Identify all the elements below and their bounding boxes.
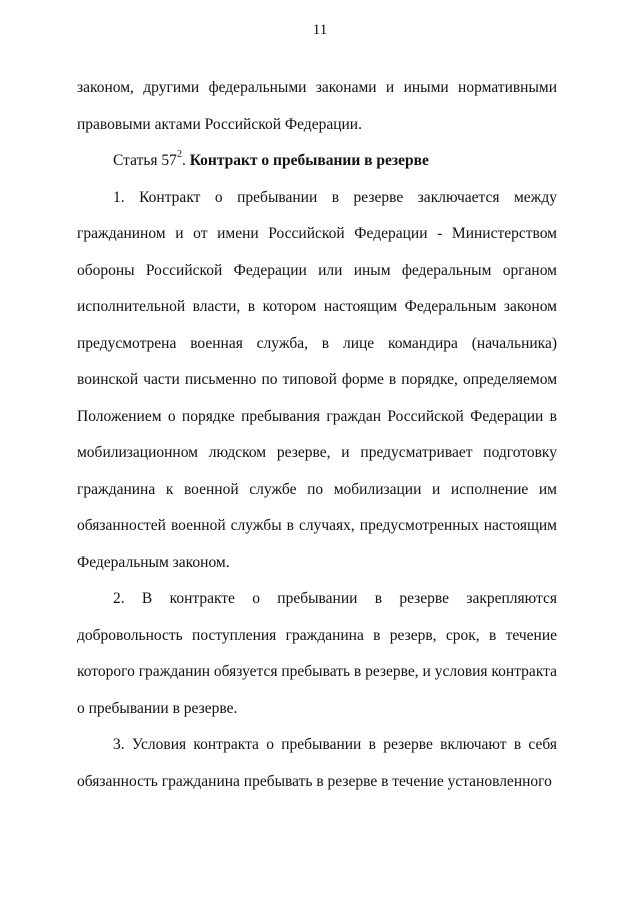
paragraph-2: 2. В контракте о пребывании в резерве закрепляются добровольность поступления гражданина в резерв, срок, в течение которого гражданин обязуется пребывать в резерве, и условия контракта о пребывании в резерве. xyxy=(77,590,557,717)
document-body xyxy=(77,70,557,800)
paragraph-1: 1. Контракт о пребывании в резерве заключается между гражданином и от имени Российской Федерации - Министерством обороны Российской Федерации или иным федеральным органом исполнительной власти, в котором настоящим Федеральным законом предусмотрена военная служба, в лице командира (начальника) воинской части письменно по типовой форме в порядке, определяемом Положением о порядке пребывания граждан Российской Федерации в мобилизационном людском резерве, и предусматривает подготовку гражданина к военной службе по мобилизации и исполнение им обязанностей военной службы в случаях, предусмотренных настоящим Федеральным законом. xyxy=(77,188,557,571)
intro-paragraph: законом, другими федеральными законами и иными нормативными правовыми актами Российской Федерации. xyxy=(77,79,557,133)
article-label: Статья 57 xyxy=(113,152,177,169)
article-superscript: 2 xyxy=(176,148,182,160)
paragraph-3: 3. Условия контракта о пребывании в резерве включают в себя обязанность гражданина пребывать в резерве в течение установленного xyxy=(77,736,557,790)
article-separator: . xyxy=(181,152,190,169)
article-title: Контракт о пребывании в резерве xyxy=(189,152,429,169)
page-number: 11 xyxy=(312,22,328,38)
article-heading xyxy=(77,143,557,180)
